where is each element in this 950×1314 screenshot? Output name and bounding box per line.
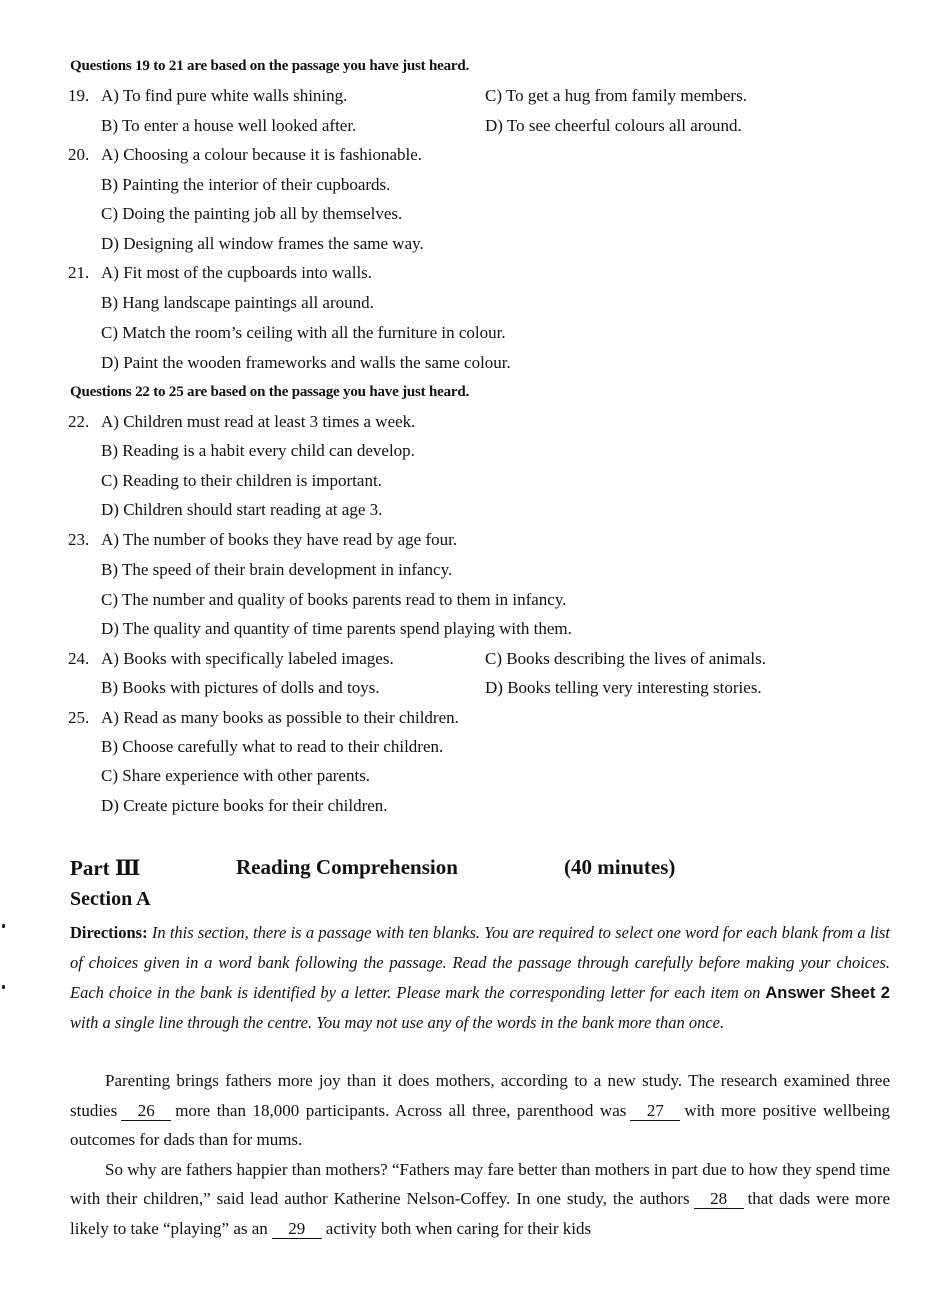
q22-option-d: D) Children should start reading at age 3.	[101, 500, 383, 519]
q22-option-c: C) Reading to their children is important.	[101, 471, 382, 490]
questions-19-21-header: Questions 19 to 21 are based on the passage you have just heard.	[70, 58, 470, 74]
q25-option-d: D) Create picture books for their children.	[101, 796, 388, 815]
q23-option-c: C) The number and quality of books parents read to them in infancy.	[101, 590, 567, 609]
q24-option-c: C) Books describing the lives of animals.	[485, 649, 766, 668]
blank-29: 29	[272, 1220, 322, 1239]
directions-label: Directions:	[70, 923, 148, 942]
p1-text-c: with more positive wellbeing outcomes for dads than for mums.	[70, 1100, 890, 1149]
q20-option-a: A) Choosing a colour because it is fashionable.	[101, 145, 423, 164]
q19-option-b: B) To enter a house well looked after.	[101, 116, 357, 135]
q21-option-c: C) Match the room’s ceiling with all the furniture in colour.	[101, 323, 506, 342]
q19-option-a: A) To find pure white walls shining.	[101, 86, 348, 105]
q19-option-c: C) To get a hug from family members.	[485, 86, 747, 105]
q25-option-a: A) Read as many books as possible to their children.	[101, 708, 459, 727]
q24-option-d: D) Books telling very interesting stories.	[485, 678, 762, 697]
question-number: 22.	[68, 412, 90, 431]
directions-text-2: with a single line through the centre. You may not use any of the words in the bank more than once.	[70, 1013, 725, 1032]
directions-text-1: In this section, there is a passage with ten blanks. You are required to select one word for each blank from a list of choices given in a word bank following the passage. Read the passage through carefully before making your choices. Each choice in the bank is identified by a letter. Please mark the corresponding letter for each item on	[70, 923, 890, 1002]
q21-option-b: B) Hang landscape paintings all around.	[101, 293, 374, 312]
section-title: Section A	[70, 888, 151, 910]
p1-text-b: more than 18,000 participants. Across all three, parenthood was	[175, 1100, 627, 1120]
p2-text-b: that dads were more likely to take “playing” as an	[70, 1189, 890, 1238]
q20-option-b: B) Painting the interior of their cupboards.	[101, 175, 391, 194]
q24-option-b: B) Books with pictures of dolls and toys.	[101, 678, 380, 697]
question-number: 21.	[68, 263, 90, 282]
q19-option-d: D) To see cheerful colours all around.	[485, 116, 742, 135]
question-number: 23.	[68, 530, 90, 549]
q23-option-b: B) The speed of their brain development in infancy.	[101, 560, 453, 579]
q25-option-b: B) Choose carefully what to read to their children.	[101, 737, 444, 756]
q25-option-c: C) Share experience with other parents.	[101, 766, 371, 785]
part-time: (40 minutes)	[564, 855, 676, 879]
scan-speck	[2, 985, 5, 989]
blank-28: 28	[694, 1190, 744, 1209]
question-number: 24.	[68, 649, 90, 668]
question-number: 20.	[68, 145, 90, 164]
blank-26: 26	[121, 1102, 171, 1121]
directions-block	[70, 918, 890, 1038]
p2-text-c: activity both when caring for their kids	[325, 1218, 592, 1238]
scan-speck	[2, 924, 5, 928]
passage-paragraph-1	[70, 1066, 890, 1155]
questions-22-25-header: Questions 22 to 25 are based on the passage you have just heard.	[70, 384, 470, 400]
passage-paragraph-2	[70, 1155, 890, 1244]
question-number: 19.	[68, 86, 90, 105]
q20-option-d: D) Designing all window frames the same way.	[101, 234, 424, 253]
p2-text-a: So why are fathers happier than mothers? “Fathers may fare better than mothers in part due to how they spend time with their children,” said lead author Katherine Nelson-Coffey. In one study, the authors	[70, 1159, 890, 1208]
answer-sheet-label: Answer Sheet 2	[765, 984, 890, 1002]
q22-option-b: B) Reading is a habit every child can develop.	[101, 441, 415, 460]
passage	[70, 1066, 890, 1243]
q23-option-d: D) The quality and quantity of time parents spend playing with them.	[101, 619, 572, 638]
q20-option-c: C) Doing the painting job all by themselves.	[101, 204, 403, 223]
q21-option-a: A) Fit most of the cupboards into walls.	[101, 263, 373, 282]
question-number: 25.	[68, 708, 90, 727]
q21-option-d: D) Paint the wooden frameworks and walls the same colour.	[101, 353, 511, 372]
part-title: Reading Comprehension	[236, 855, 458, 879]
q22-option-a: A) Children must read at least 3 times a week.	[101, 412, 416, 431]
q24-option-a: A) Books with specifically labeled images.	[101, 649, 394, 668]
part-label: Part Ⅲ	[70, 856, 141, 880]
q23-option-a: A) The number of books they have read by age four.	[101, 530, 458, 549]
p1-text-a: Parenting brings fathers more joy than it does mothers, according to a new study. The research examined three studies	[70, 1071, 890, 1120]
blank-27: 27	[630, 1102, 680, 1121]
